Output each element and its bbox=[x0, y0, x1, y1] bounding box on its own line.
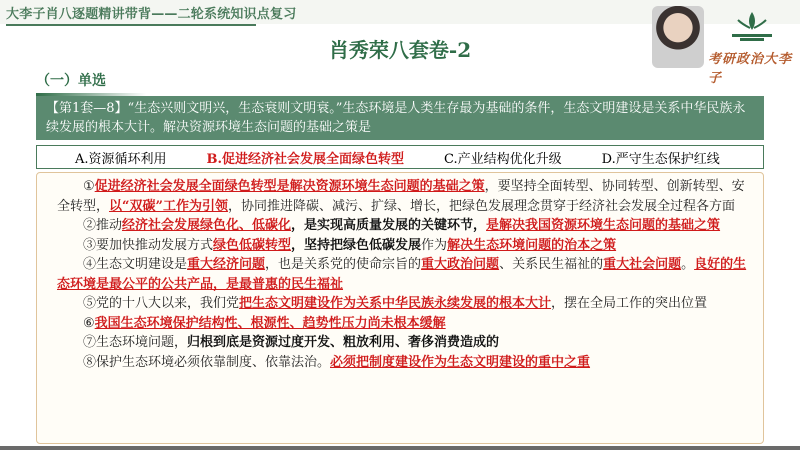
analysis-run: ②推动 bbox=[83, 218, 123, 233]
video-progress-bar[interactable] bbox=[0, 446, 800, 450]
analysis-run: 良好的生态环境是最公平的公共产品，是最普惠的民生福祉 bbox=[57, 257, 747, 292]
analysis-run: 经济社会发展绿色化、低碳化 bbox=[122, 218, 292, 233]
analysis-point-6 bbox=[57, 314, 747, 334]
header-underline bbox=[6, 24, 256, 26]
analysis-panel bbox=[36, 172, 764, 444]
analysis-run: 必须把制度建设作为生态文明建设的重中之重 bbox=[330, 354, 591, 370]
analysis-point-5 bbox=[57, 294, 747, 314]
analysis-run: ，是实现高质量发展的关键环节， bbox=[291, 218, 487, 233]
analysis-run: ⑥ bbox=[83, 315, 95, 331]
analysis-point-7 bbox=[57, 333, 747, 353]
option-c[interactable]: C.产业结构优化升级 bbox=[444, 151, 562, 167]
avatar bbox=[652, 6, 704, 68]
question-stem: 【第1套—8】“生态兴则文明兴，生态衰则文明衰。”生态环境是人类生存最为基础的条件，生态文明建设是关系中华民族永续发展的根本大计。解决资源环境生态问题的基础之策是 bbox=[36, 96, 764, 140]
analysis-run: 解决生态环境问题的治本之策 bbox=[447, 237, 617, 253]
brand-mark-icon bbox=[712, 8, 792, 44]
option-d[interactable]: D.严守生态保护红线 bbox=[601, 151, 720, 167]
analysis-point-4 bbox=[57, 255, 747, 294]
analysis-point-3 bbox=[57, 236, 747, 256]
analysis-run: 重大经济问题 bbox=[187, 257, 266, 272]
course-title: 大李子肖八逐题精讲带背——二轮系统知识点复习 bbox=[6, 7, 297, 22]
analysis-run: 以“双碳”工作为引领 bbox=[109, 198, 228, 214]
analysis-point-1 bbox=[57, 177, 747, 216]
analysis-run: ④生态文明建设是 bbox=[83, 257, 188, 272]
analysis-run: ⑧保护生态环境必须依靠制度、依靠法治。 bbox=[83, 354, 331, 370]
analysis-run: ，也是关系党的使命宗旨的 bbox=[265, 257, 422, 272]
brand-text: 考研政治大李子 bbox=[708, 52, 793, 86]
analysis-run: ，协同推进降碳、减污、扩绿、增长，把绿色发展理念贯穿于经济社会发展全过程各方面 bbox=[227, 198, 735, 214]
analysis-run: 重大社会问题 bbox=[603, 257, 682, 272]
analysis-run: 把生态文明建设作为关系中华民族永续发展的根本大计 bbox=[239, 296, 552, 311]
analysis-run: ，要坚持全面转型、协同转型、创新转型、安全转型， bbox=[57, 179, 745, 214]
analysis-run: 促进经济社会发展全面绿色转型是解决资源环境生态问题的基础之策 bbox=[94, 179, 485, 194]
analysis-run: 归根到底是资源过度开发、粗放利用、奢侈消费造成的 bbox=[187, 335, 500, 350]
analysis-run: 。 bbox=[681, 257, 695, 272]
analysis-run: 我国生态环境保护结构性、根源性、趋势性压力尚未根本缓解 bbox=[94, 315, 446, 331]
analysis-run: 重大政治问题 bbox=[421, 257, 500, 272]
analysis-run: ⑤党的十八大以来，我们党 bbox=[83, 296, 240, 311]
analysis-point-8 bbox=[57, 353, 747, 373]
analysis-run: ，坚持把绿色低碳发展 bbox=[291, 237, 422, 253]
section-heading: （一）单选 bbox=[36, 70, 118, 92]
analysis-run: 作为 bbox=[421, 237, 448, 253]
analysis-run: ⑦生态环境问题， bbox=[83, 335, 188, 350]
analysis-run: 绿色低碳转型 bbox=[213, 237, 292, 253]
analysis-run: ③要加快推动发展方式 bbox=[83, 237, 214, 253]
analysis-point-2 bbox=[57, 216, 747, 236]
analysis-run: 、关系民生福祉的 bbox=[499, 257, 604, 272]
options-row bbox=[36, 145, 764, 169]
analysis-run: ，摆在全局工作的突出位置 bbox=[551, 296, 708, 311]
option-a[interactable]: A.资源循环利用 bbox=[75, 151, 167, 167]
option-b-correct[interactable]: B.促进经济社会发展全面绿色转型 bbox=[206, 151, 405, 167]
analysis-run: 是解决我国资源环境生态问题的基础之策 bbox=[486, 218, 721, 233]
page-title: 肖秀荣八套卷-2 bbox=[328, 38, 472, 62]
brand-logo bbox=[652, 4, 798, 86]
analysis-run: ① bbox=[83, 179, 95, 194]
